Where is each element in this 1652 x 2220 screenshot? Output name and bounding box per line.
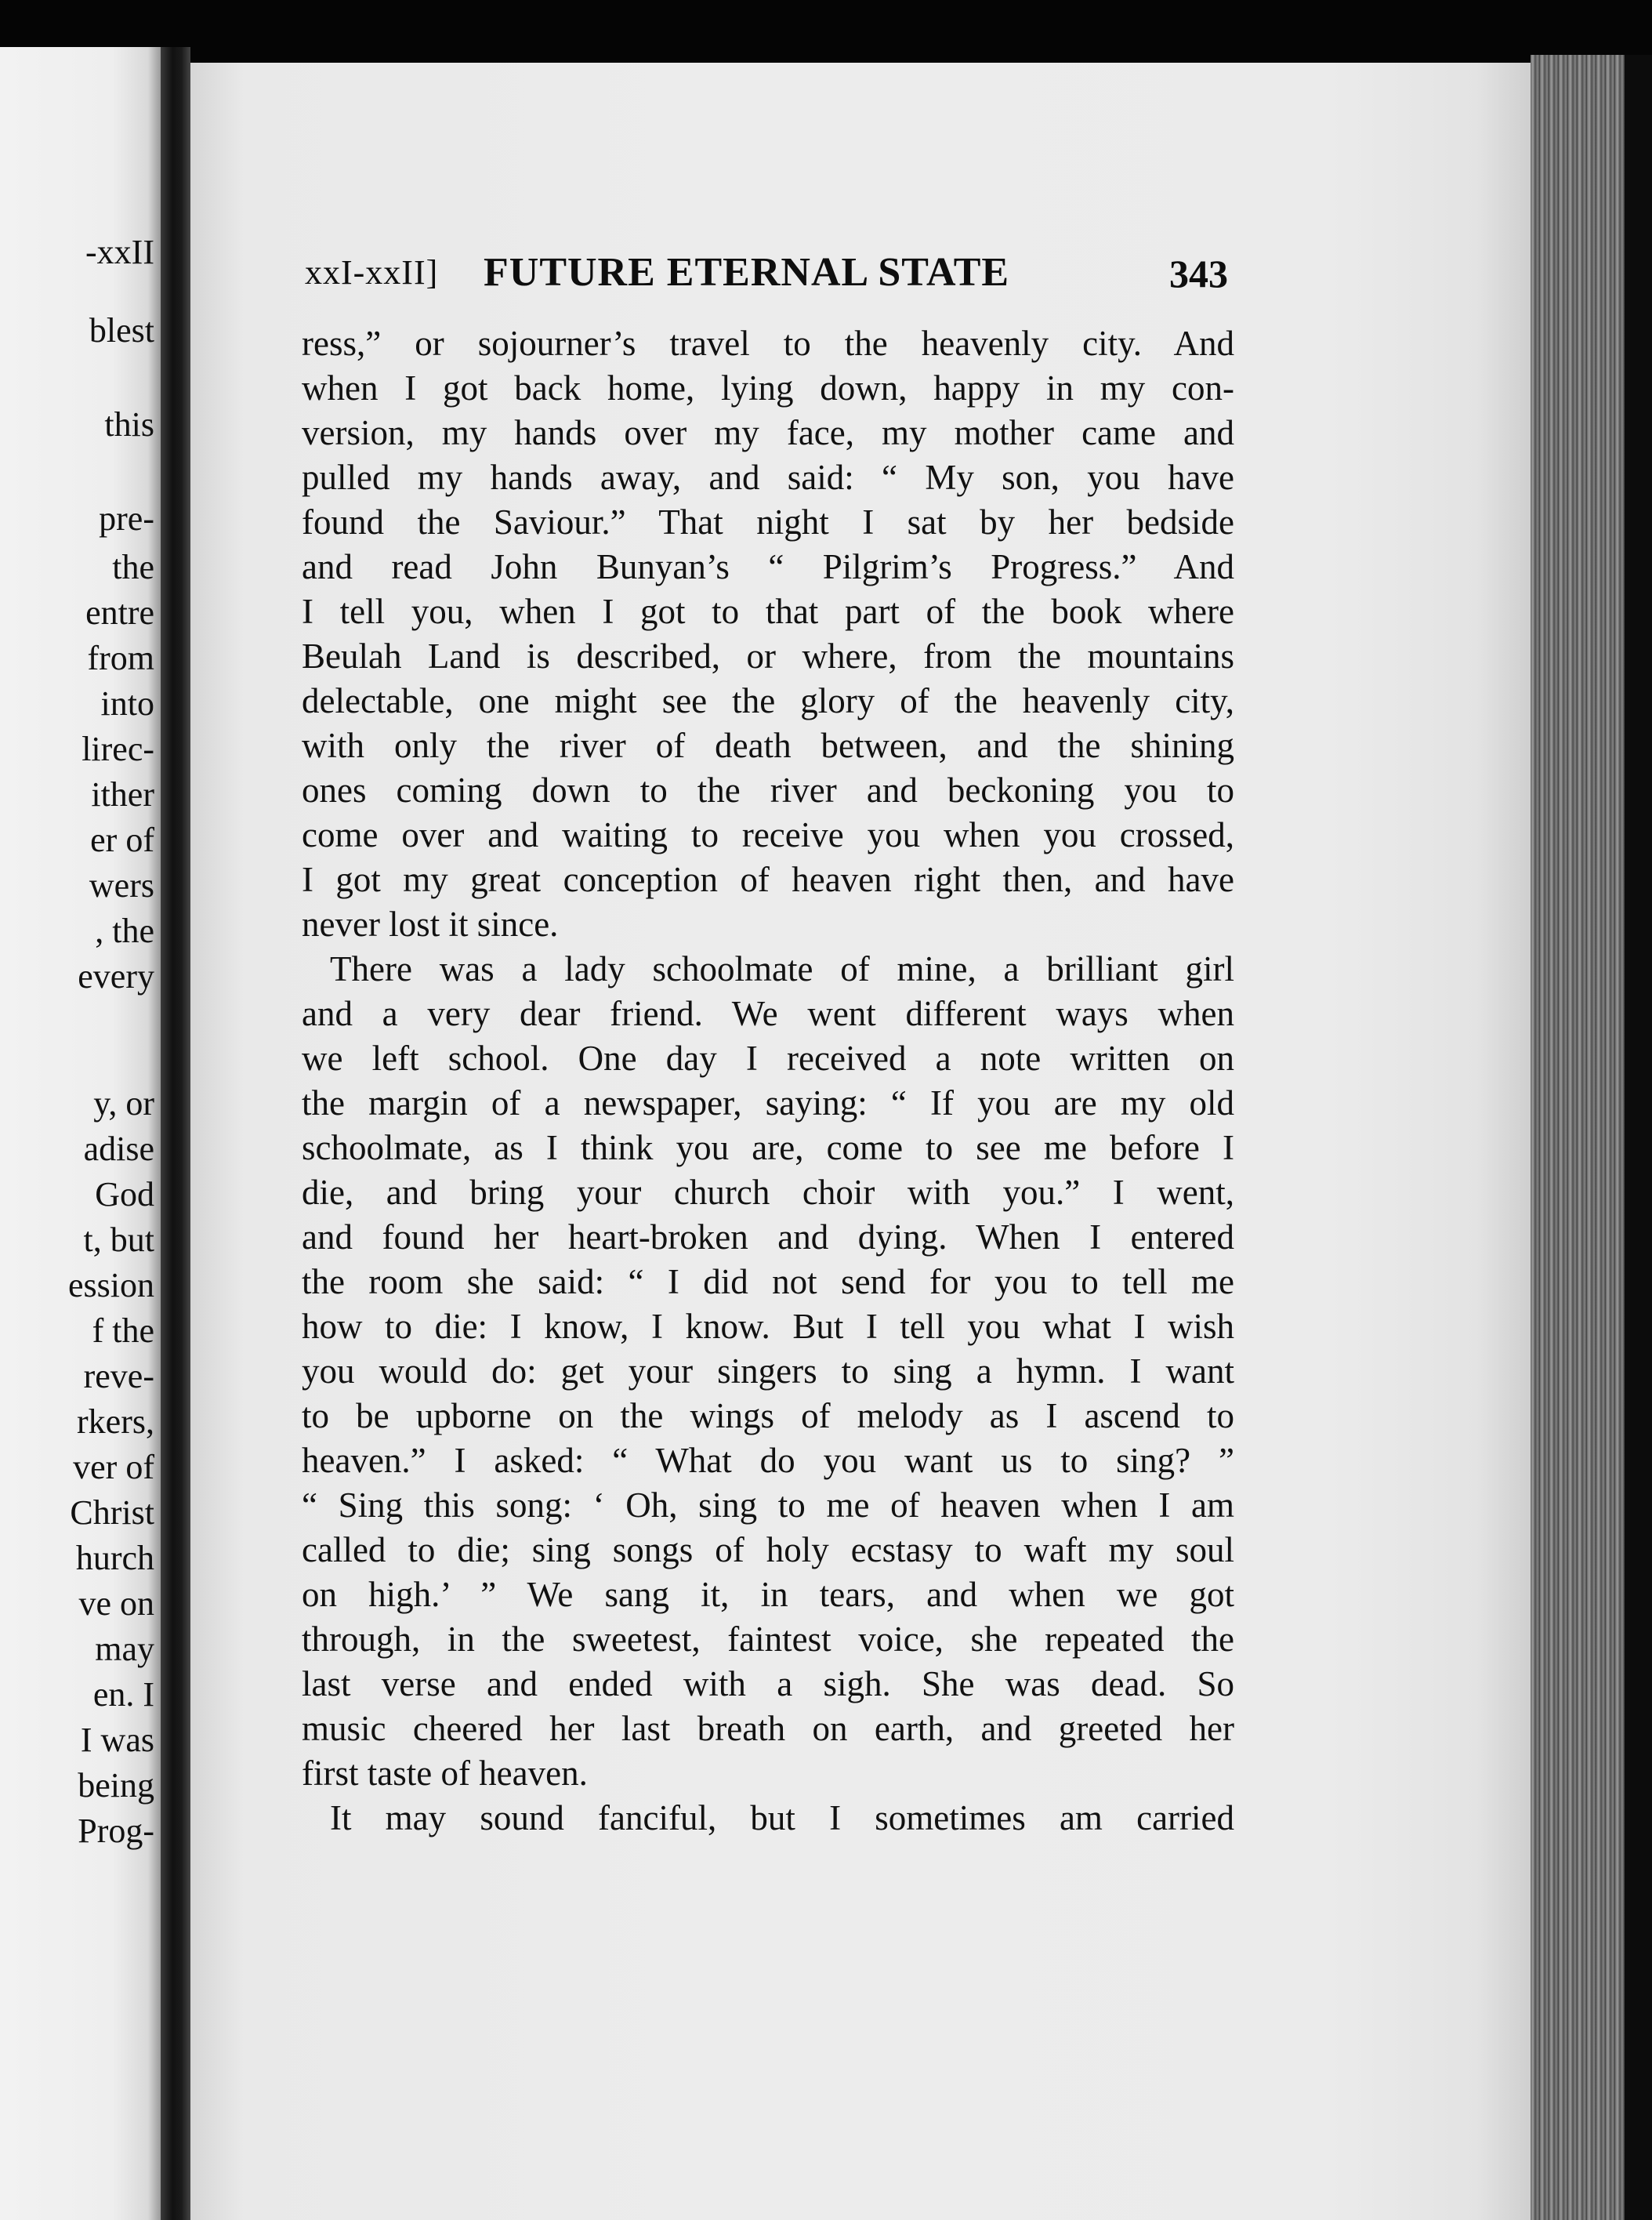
text-line: through, in the sweetest, faintest voice, she repeated the xyxy=(302,1620,1234,1659)
left-page-line: from xyxy=(87,639,154,677)
page-title: FUTURE ETERNAL STATE xyxy=(484,250,1010,295)
text-line: and read John Bunyan’s “ Pilgrim’s Progress.” And xyxy=(302,547,1234,586)
text-line: when I got back home, lying down, happy in my con- xyxy=(302,368,1234,408)
left-page-line: being xyxy=(78,1766,154,1805)
text-line: delectable, one might see the glory of the heavenly city, xyxy=(302,681,1234,720)
text-line: schoolmate, as I think you are, come to see me before I xyxy=(302,1128,1234,1167)
left-page-line: pre- xyxy=(99,499,154,538)
left-page-line: the xyxy=(112,548,154,586)
left-page-line: en. I xyxy=(92,1675,154,1714)
text-line: come over and waiting to receive you when you crossed, xyxy=(302,815,1234,854)
text-line: I tell you, when I got to that part of the book where xyxy=(302,592,1234,631)
text-line: ones coming down to the river and beckoning you to xyxy=(302,771,1234,810)
text-line: how to die: I know, I know. But I tell you what I wish xyxy=(302,1307,1234,1346)
left-page-line: hurch xyxy=(75,1539,154,1577)
text-line: Beulah Land is described, or where, from the mountains xyxy=(302,637,1234,676)
text-line: to be upborne on the wings of melody as I ascend to xyxy=(302,1396,1234,1435)
body-text xyxy=(302,321,1234,1841)
text-line: and found her heart-broken and dying. When I entered xyxy=(302,1217,1234,1257)
text-line: version, my hands over my face, my mother came and xyxy=(302,413,1234,452)
left-page-line: f the xyxy=(92,1311,154,1350)
text-line: called to die; sing songs of holy ecstasy to waft my soul xyxy=(302,1530,1234,1569)
page-edges xyxy=(1531,55,1625,2220)
left-page-line: ver of xyxy=(73,1448,154,1486)
left-page-line: entre xyxy=(85,593,154,632)
left-page-line: ession xyxy=(68,1266,154,1304)
running-head xyxy=(302,249,1234,296)
left-page-line: er of xyxy=(90,821,154,859)
text-line: we left school. One day I received a note written on xyxy=(302,1039,1234,1078)
left-page-line: t, but xyxy=(83,1221,154,1259)
chapter-range: xxI-xxII] xyxy=(305,253,439,292)
left-page-line: ither xyxy=(91,775,154,814)
text-line: It may sound fanciful, but I sometimes am carried xyxy=(330,1798,1234,1837)
text-line: you would do: get your singers to sing a hymn. I want xyxy=(302,1351,1234,1391)
left-page-line: Christ xyxy=(70,1493,154,1532)
text-line: never lost it since. xyxy=(302,905,559,944)
left-page-line: , the xyxy=(95,912,154,950)
text-line: I got my great conception of heaven right then, and have xyxy=(302,860,1234,899)
text-line: heaven.” I asked: “ What do you want us to sing? ” xyxy=(302,1441,1234,1480)
left-page-line: reve- xyxy=(83,1357,154,1395)
page-number: 343 xyxy=(1169,252,1228,296)
left-page-line: this xyxy=(104,405,154,444)
text-line: ress,” or sojourner’s travel to the heavenly city. And xyxy=(302,324,1234,363)
left-page-line: into xyxy=(100,684,154,723)
text-line: first taste of heaven. xyxy=(302,1754,588,1793)
left-page-line: every xyxy=(78,957,154,996)
page-edge-shadow xyxy=(1625,55,1652,2220)
text-line: on high.’ ” We sang it, in tears, and when we got xyxy=(302,1575,1234,1614)
left-page-line: blest xyxy=(89,311,154,350)
left-page-line: ve on xyxy=(78,1584,154,1623)
text-line: pulled my hands away, and said: “ My son, you have xyxy=(302,458,1234,497)
left-page-line: adise xyxy=(83,1130,154,1168)
book-gutter xyxy=(161,47,190,2220)
text-line: and a very dear friend. We went different ways when xyxy=(302,994,1234,1033)
left-page-line: may xyxy=(95,1630,154,1668)
left-page-line: wers xyxy=(89,866,154,905)
text-line: with only the river of death between, and the shining xyxy=(302,726,1234,765)
left-page-line: rkers, xyxy=(77,1402,154,1441)
text-line: the margin of a newspaper, saying: “ If you are my old xyxy=(302,1083,1234,1123)
left-page-line: -xxII xyxy=(85,233,154,271)
left-page-line: God xyxy=(95,1175,154,1213)
text-line: There was a lady schoolmate of mine, a brilliant girl xyxy=(330,949,1234,988)
text-line: last verse and ended with a sigh. She was dead. So xyxy=(302,1664,1234,1703)
text-line: found the Saviour.” That night I sat by her bedside xyxy=(302,502,1234,542)
left-page-line: lirec- xyxy=(82,730,154,768)
text-line: “ Sing this song: ‘ Oh, sing to me of heaven when I am xyxy=(302,1485,1234,1525)
left-page-line: I was xyxy=(80,1721,154,1759)
left-page-line: Prog- xyxy=(78,1812,154,1850)
left-page-line: y, or xyxy=(93,1084,154,1123)
text-line: die, and bring your church choir with you.” I went, xyxy=(302,1173,1234,1212)
text-line: the room she said: “ I did not send for you to tell me xyxy=(302,1262,1234,1301)
left-page-fragment xyxy=(0,47,161,2220)
text-line: music cheered her last breath on earth, and greeted her xyxy=(302,1709,1234,1748)
